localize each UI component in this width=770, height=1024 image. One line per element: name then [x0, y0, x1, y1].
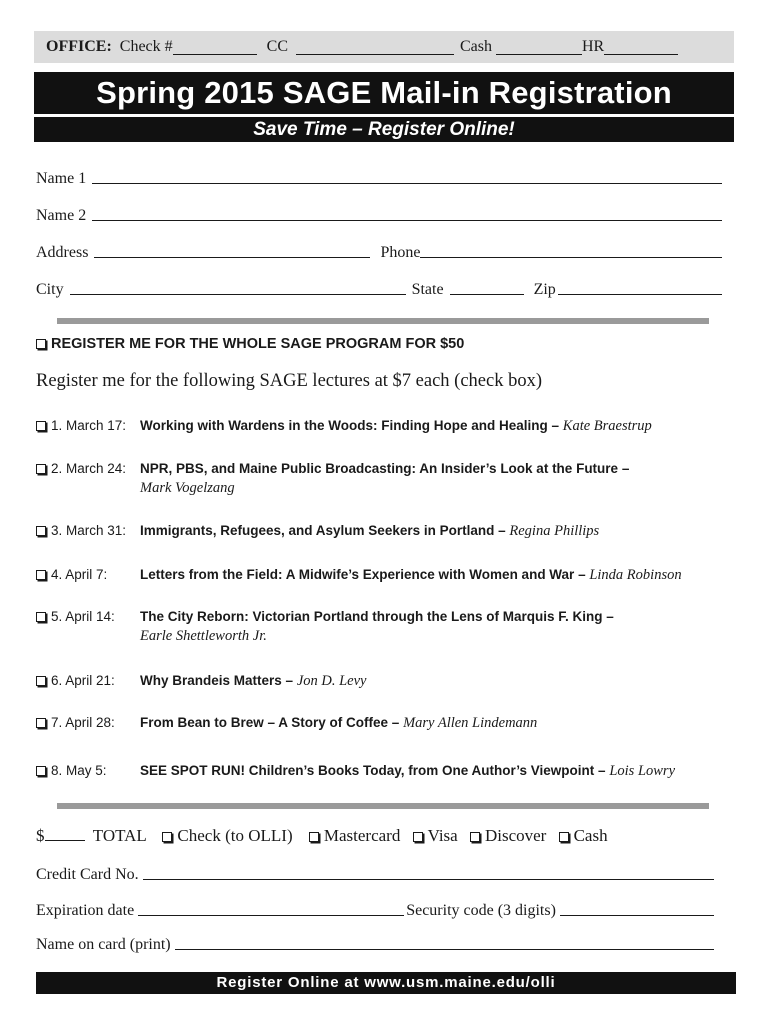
- cash-field[interactable]: [496, 40, 582, 55]
- hr-label: HR: [582, 38, 605, 55]
- lecture-title: Working with Wardens in the Woods: Finding Hope and Healing –: [140, 418, 560, 433]
- register-online-footer: Register Online at www.usm.maine.edu/olli: [36, 972, 736, 994]
- form-subtitle: Save Time – Register Online!: [34, 117, 734, 142]
- whole-program-label: REGISTER ME FOR THE WHOLE SAGE PROGRAM FOR $50: [51, 336, 465, 352]
- total-amount-field[interactable]: [45, 826, 85, 841]
- payment-row: [36, 826, 608, 846]
- checkbox[interactable]: [162, 832, 172, 842]
- name1-label: Name 1: [36, 170, 87, 187]
- phone-label: Phone: [380, 244, 421, 261]
- office-label: OFFICE:: [46, 38, 112, 55]
- cc-label: CC: [266, 38, 288, 55]
- lecture-checkbox[interactable]: [36, 766, 46, 776]
- payment-option-label: Cash: [573, 826, 608, 845]
- expiration-row: [36, 898, 716, 920]
- zip-field[interactable]: [558, 294, 722, 295]
- office-use-bar: [34, 31, 734, 63]
- payment-option-cash[interactable]: [559, 826, 608, 845]
- lectures-heading: Register me for the following SAGE lectures at $7 each (check box): [36, 371, 543, 391]
- payment-option-mastercard[interactable]: [309, 826, 400, 845]
- lecture-speaker: Earle Shettleworth Jr.: [140, 628, 267, 644]
- lecture-speaker: Mary Allen Lindemann: [403, 715, 538, 731]
- security-code-field[interactable]: [560, 915, 714, 916]
- check-number-field[interactable]: [173, 40, 257, 55]
- lecture-title: Why Brandeis Matters –: [140, 673, 294, 688]
- hr-field[interactable]: [604, 40, 678, 55]
- lecture-date: 6. April 21:: [51, 673, 115, 688]
- state-label: State: [411, 281, 444, 298]
- credit-card-field[interactable]: [143, 879, 714, 880]
- name2-label: Name 2: [36, 207, 87, 224]
- state-field[interactable]: [450, 294, 524, 295]
- lecture-checkbox[interactable]: [36, 676, 46, 686]
- lecture-checkbox[interactable]: [36, 421, 46, 431]
- lecture-date: 8. May 5:: [51, 763, 107, 778]
- lecture-date: 1. March 17:: [51, 418, 127, 433]
- lecture-date: 4. April 7:: [51, 567, 108, 582]
- lecture-date: 3. March 31:: [51, 523, 127, 538]
- lecture-speaker: Linda Robinson: [589, 567, 682, 583]
- form-title: Spring 2015 SAGE Mail-in Registration: [34, 72, 734, 114]
- payment-option-discover[interactable]: [470, 826, 546, 845]
- section-divider: [57, 318, 709, 324]
- name1-row: [36, 166, 726, 188]
- whole-program-option[interactable]: [36, 336, 464, 352]
- lecture-title: From Bean to Brew – A Story of Coffee –: [140, 715, 400, 730]
- address-label: Address: [36, 244, 89, 261]
- address-row: [36, 240, 726, 262]
- lecture-checkbox[interactable]: [36, 612, 46, 622]
- lecture-date: 7. April 28:: [51, 715, 115, 730]
- lecture-date: 5. April 14:: [51, 609, 115, 624]
- payment-option-check[interactable]: [162, 826, 292, 845]
- security-code-label: Security code (3 digits): [406, 902, 556, 919]
- total-label: TOTAL: [92, 826, 147, 845]
- cash-label: Cash: [460, 38, 492, 55]
- lecture-speaker: Lois Lowry: [609, 763, 676, 779]
- lecture-checkbox[interactable]: [36, 464, 46, 474]
- payment-option-visa[interactable]: [413, 826, 458, 845]
- zip-label: Zip: [533, 281, 556, 298]
- checkbox[interactable]: [559, 832, 569, 842]
- payment-option-label: Visa: [427, 826, 458, 845]
- lecture-speaker: Jon D. Levy: [296, 673, 367, 689]
- city-label: City: [36, 281, 64, 298]
- credit-card-label: Credit Card No.: [36, 866, 139, 883]
- payment-option-label: Discover: [484, 826, 547, 845]
- name-on-card-row: [36, 932, 716, 954]
- check-number-label: Check #: [119, 38, 173, 55]
- credit-card-row: [36, 862, 716, 884]
- expiration-field[interactable]: [138, 915, 404, 916]
- city-field[interactable]: [70, 294, 406, 295]
- payment-option-label: Mastercard: [323, 826, 401, 845]
- lecture-title: SEE SPOT RUN! Children’s Books Today, from One Author’s Viewpoint –: [140, 763, 606, 778]
- address-field[interactable]: [94, 257, 370, 258]
- lecture-title: The City Reborn: Victorian Portland through the Lens of Marquis F. King –: [140, 609, 614, 624]
- whole-program-checkbox[interactable]: [36, 339, 46, 349]
- expiration-label: Expiration date: [36, 902, 135, 919]
- phone-field[interactable]: [420, 257, 722, 258]
- name-on-card-label: Name on card (print): [36, 936, 171, 953]
- section-divider: [57, 803, 709, 809]
- lecture-checkbox[interactable]: [36, 570, 46, 580]
- city-row: [36, 277, 726, 299]
- name2-row: [36, 203, 726, 225]
- lecture-speaker: Mark Vogelzang: [140, 480, 235, 496]
- cc-field[interactable]: [296, 40, 454, 55]
- payment-option-label: Check (to OLLI): [177, 826, 293, 845]
- checkbox[interactable]: [470, 832, 480, 842]
- name2-field[interactable]: [92, 220, 722, 221]
- lecture-speaker: Regina Phillips: [509, 523, 600, 539]
- lecture-checkbox[interactable]: [36, 718, 46, 728]
- lecture-date: 2. March 24:: [51, 461, 127, 476]
- lecture-speaker: Kate Braestrup: [562, 418, 652, 434]
- dollar-sign: $: [36, 826, 45, 845]
- lecture-title: Letters from the Field: A Midwife’s Experience with Women and War –: [140, 567, 586, 582]
- lecture-title: NPR, PBS, and Maine Public Broadcasting: An Insider’s Look at the Future –: [140, 461, 630, 476]
- checkbox[interactable]: [309, 832, 319, 842]
- name-on-card-field[interactable]: [175, 949, 714, 950]
- checkbox[interactable]: [413, 832, 423, 842]
- name1-field[interactable]: [92, 183, 722, 184]
- lecture-checkbox[interactable]: [36, 526, 46, 536]
- lecture-title: Immigrants, Refugees, and Asylum Seekers in Portland –: [140, 523, 506, 538]
